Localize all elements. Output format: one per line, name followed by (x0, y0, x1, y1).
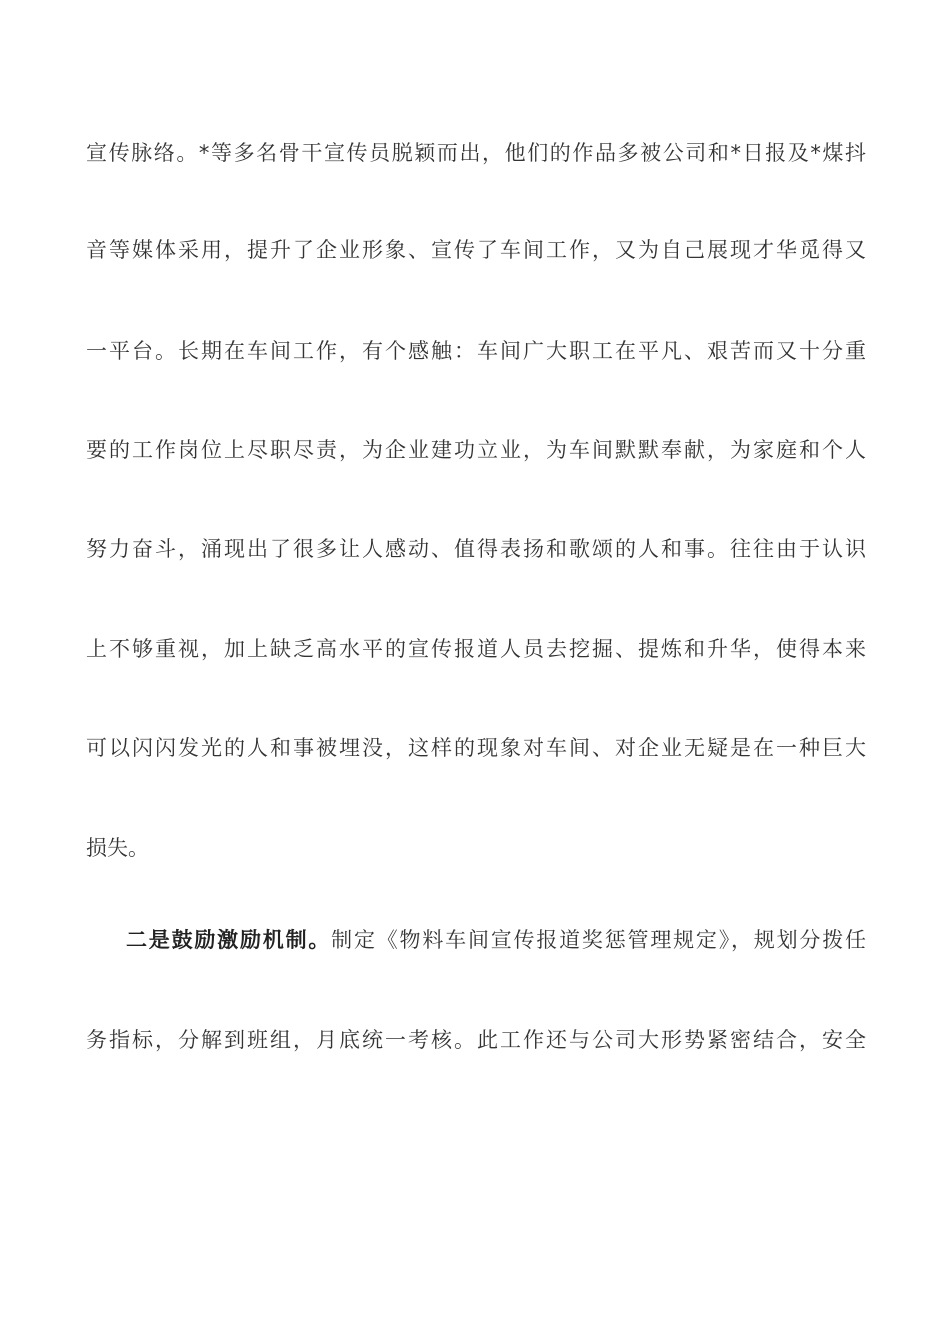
paragraph-line: 宣传脉络。*等多名骨干宣传员脱颖而出，他们的作品多被公司和*日报及*煤抖 (86, 141, 866, 165)
paragraph-line: 可以闪闪发光的人和事被埋没，这样的现象对车间、对企业无疑是在一种巨大 (86, 736, 866, 760)
paragraph-first-line (86, 920, 866, 960)
paragraph-line: 损失。 (86, 836, 149, 860)
paragraph-line: 努力奋斗，涌现出了很多让人感动、值得表扬和歌颂的人和事。往往由于认识 (86, 537, 866, 561)
paragraph-text: 制定《物料车间宣传报道奖惩管理规定》，规划分拨任 (331, 928, 866, 952)
paragraph-line: 音等媒体采用，提升了企业形象、宣传了车间工作，又为自己展现才华觅得又 (86, 238, 866, 262)
paragraph-line: 务指标，分解到班组，月底统一考核。此工作还与公司大形势紧密结合，安全 (86, 1028, 866, 1052)
paragraph-line: 要的工作岗位上尽职尽责，为企业建功立业，为车间默默奉献，为家庭和个人 (86, 438, 866, 462)
paragraph-line: 上不够重视，加上缺乏高水平的宣传报道人员去挖掘、提炼和升华，使得本来 (86, 637, 866, 661)
paragraph-line: 一平台。长期在车间工作，有个感触：车间广大职工在平凡、艰苦而又十分重 (86, 339, 866, 363)
section-heading: 二是鼓励激励机制。 (126, 928, 332, 952)
